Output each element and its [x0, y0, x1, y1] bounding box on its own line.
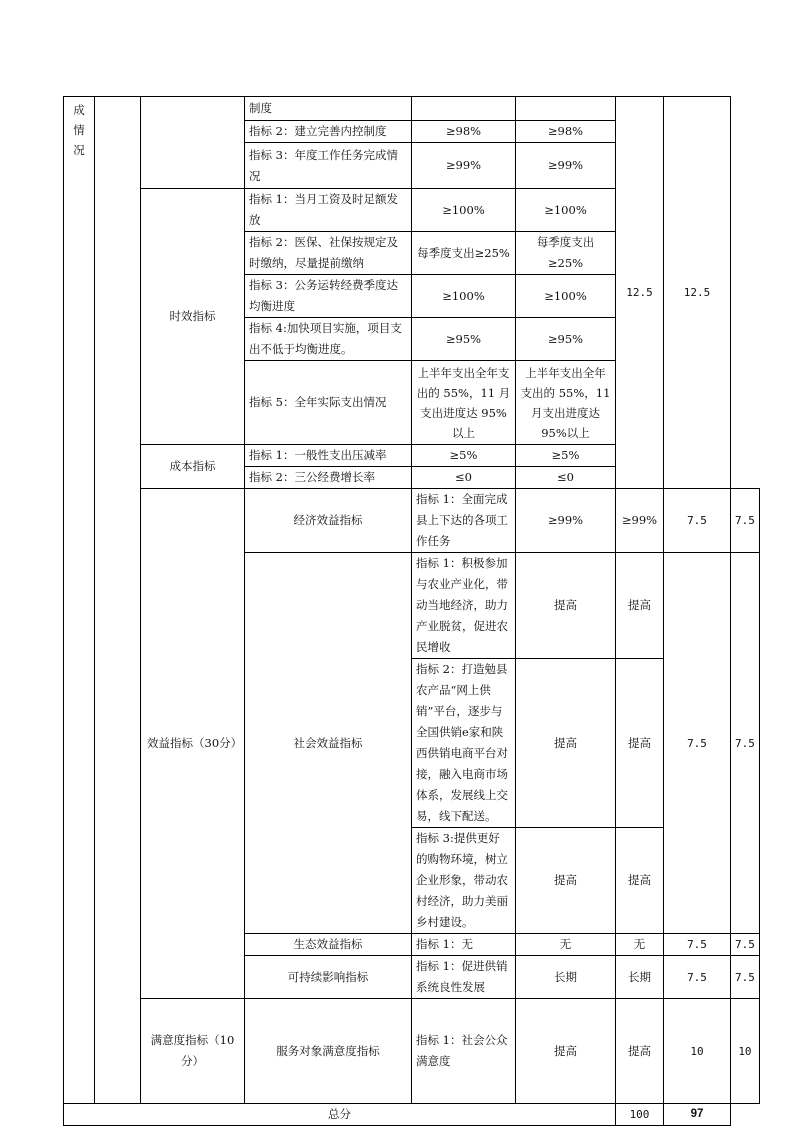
quality-subgroup-cell: [141, 97, 245, 189]
social-score: 7.5: [731, 553, 760, 934]
satisfaction-score: 10: [731, 999, 760, 1104]
sustainable-actual: 长期: [616, 956, 664, 999]
timeliness-row-1-label: 指标 1：当月工资及时足额发放: [245, 189, 412, 232]
social-row-2-actual: 提高: [616, 659, 664, 828]
timeliness-row-1-actual: ≥100%: [516, 189, 616, 232]
economic-weight: 7.5: [664, 489, 731, 553]
quality-row-2-label: 指标 2：建立完善内控制度: [245, 121, 412, 143]
timeliness-row-3-label: 指标 3：公务运转经费季度达均衡进度: [245, 275, 412, 318]
sustainable-target: 长期: [516, 956, 616, 999]
sustainable-score: 7.5: [731, 956, 760, 999]
social-row-2-target: 提高: [516, 659, 616, 828]
ecological-weight: 7.5: [664, 934, 731, 956]
quality-row-2-actual: ≥98%: [516, 121, 616, 143]
satisfaction-name: 满意度指标（10分）: [141, 999, 245, 1104]
ecological-label: 指标 1：无: [412, 934, 516, 956]
satisfaction-target: 提高: [516, 999, 616, 1104]
social-weight: 7.5: [664, 553, 731, 934]
timeliness-row-2-target: 每季度支出≥25%: [412, 232, 516, 275]
social-row-1-target: 提高: [516, 553, 616, 659]
social-row-1-actual: 提高: [616, 553, 664, 659]
quality-timeliness-score: [664, 97, 731, 489]
cost-row-1-label: 指标 1：一般性支出压减率: [245, 445, 412, 467]
timeliness-score: 12.5: [683, 286, 711, 299]
social-row-3-actual: 提高: [616, 828, 664, 934]
cost-row-1-actual: ≥5%: [516, 445, 616, 467]
satisfaction-sub: 服务对象满意度指标: [245, 999, 412, 1104]
output-group-cell: [95, 97, 141, 1104]
ecological-target: 无: [516, 934, 616, 956]
sustainable-weight: 7.5: [664, 956, 731, 999]
economic-name: 经济效益指标: [245, 489, 412, 553]
quality-row-3-target: ≥99%: [412, 143, 516, 189]
total-weight: 100: [616, 1104, 664, 1126]
timeliness-row-4-target: ≥95%: [412, 318, 516, 361]
performance-table: [63, 96, 760, 1126]
timeliness-row-4-actual: ≥95%: [516, 318, 616, 361]
cost-name: 成本指标: [141, 445, 245, 489]
satisfaction-weight: 10: [664, 999, 731, 1104]
cost-row-1-target: ≥5%: [412, 445, 516, 467]
quality-row-1-label: 制度: [245, 97, 412, 121]
timeliness-row-2-actual: 每季度支出≥25%: [516, 232, 616, 275]
timeliness-weight: 12.5: [626, 286, 653, 299]
ecological-name: 生态效益指标: [245, 934, 412, 956]
social-row-3-target: 提高: [516, 828, 616, 934]
timeliness-row-2-label: 指标 2：医保、社保按规定及时缴纳，尽量提前缴纳: [245, 232, 412, 275]
quality-row-3-actual: ≥99%: [516, 143, 616, 189]
quality-row-3-label: 指标 3：年度工作任务完成情况: [245, 143, 412, 189]
ecological-score: 7.5: [731, 934, 760, 956]
timeliness-row-5-label: 指标 5：全年实际支出情况: [245, 361, 412, 445]
satisfaction-label: 指标 1：社会公众满意度: [412, 999, 516, 1104]
timeliness-row-5-actual: 上半年支出全年支出的 55%，11 月支出进度达 95%以上: [516, 361, 616, 445]
sustainable-name: 可持续影响指标: [245, 956, 412, 999]
timeliness-name: 时效指标: [141, 189, 245, 445]
cost-row-2-target: ≤0: [412, 467, 516, 489]
economic-label: 指标 1：全面完成县上下达的各项工作任务: [412, 489, 516, 553]
benefit-name: 效益指标（30分）: [141, 489, 245, 999]
total-label: 总分: [64, 1104, 616, 1126]
cost-row-2-label: 指标 2：三公经费增长率: [245, 467, 412, 489]
cost-row-2-actual: ≤0: [516, 467, 616, 489]
economic-actual: ≥99%: [616, 489, 664, 553]
timeliness-row-5-target: 上半年支出全年支出的 55%，11 月支出进度达 95%以上: [412, 361, 516, 445]
quality-timeliness-weight: [616, 97, 664, 489]
economic-target: ≥99%: [516, 489, 616, 553]
total-score: 97: [664, 1104, 731, 1126]
timeliness-row-4-label: 指标 4:加快项目实施，项目支出不低于均衡进度。: [245, 318, 412, 361]
satisfaction-actual: 提高: [616, 999, 664, 1104]
social-row-2-label: 指标 2：打造勉县农产品“网上供销”平台，逐步与全国供销e家和陕西供销电商平台对接，融入电商市场体系，发展线上交易，线下配送。: [412, 659, 516, 828]
quality-row-1-actual: [516, 97, 616, 121]
col1-header: 成情况: [64, 97, 95, 1104]
quality-row-1-target: [412, 97, 516, 121]
quality-row-2-target: ≥98%: [412, 121, 516, 143]
economic-score: 7.5: [731, 489, 760, 553]
timeliness-row-1-target: ≥100%: [412, 189, 516, 232]
ecological-actual: 无: [616, 934, 664, 956]
sustainable-label: 指标 1：促进供销系统良性发展: [412, 956, 516, 999]
social-row-1-label: 指标 1：积极参加与农业产业化，带动当地经济，助力产业脱贫，促进农民增收: [412, 553, 516, 659]
timeliness-row-3-actual: ≥100%: [516, 275, 616, 318]
social-row-3-label: 指标 3:提供更好的购物环境，树立企业形象，带动农村经济，助力美丽乡村建设。: [412, 828, 516, 934]
social-name: 社会效益指标: [245, 553, 412, 934]
timeliness-row-3-target: ≥100%: [412, 275, 516, 318]
